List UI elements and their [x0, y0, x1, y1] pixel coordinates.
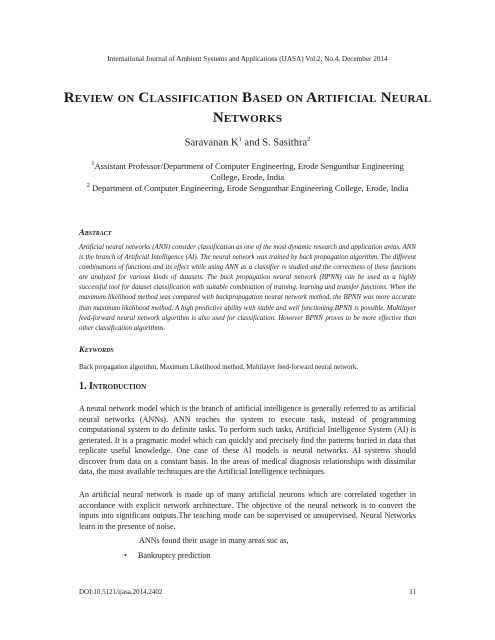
keywords-text: Back propagation algorithm, Maximum Likelihood method, Multilayer feed-forward neural network.: [79, 364, 358, 371]
paper-title: Review on Classification Based on Artificial Neural Networks: [63, 90, 432, 126]
introduction-heading: 1. Introduction: [79, 381, 147, 392]
affiliation-1-mark: 1: [91, 160, 95, 167]
abstract-text: Artificial neural networks (ANN) consider classification as one of the most dynamic research and application areas. ANN is the branch of Artificial Intelligence (AI). The neural network was trained by back propagation algorithm. The different combinations of functions and its effect while using ANN as a classifier is studied and the correctness of these functions are analyzed for various kinds of datasets. The back propagation neural network (BPNN) can be used as a highly successful tool for dataset classification with suitable combination of training, learning and transfer functions. When the maximum likelihood method was compared with backpropagation neural network method, the BPNN was more accurate than maximum likelihood method. A high predictive ability with stable and well functioning BPNN is possible. Multilayer feed-forward neural network algorithm is also used for classification. However BPNN proves to be more effective than other classification algorithms.: [79, 244, 416, 332]
abstract-heading: Abstract: [79, 227, 112, 237]
journal-header: International Journal of Ambient Systems and Applications (IJASA) Vol.2, No.4, December 2014: [107, 55, 388, 63]
affiliation-2: [80, 180, 415, 194]
footer-doi: DOI:10.5121/ijasa.2014.2402: [79, 588, 163, 596]
affiliation-1-text: Assistant Professor/Department of Computer Engineering, Erode Sengunthar Engineering College, Erode, India: [94, 160, 404, 182]
affiliation-2-text: Department of Computer Engineering, Erode Sengunthar Engineering College, Erode, India: [89, 182, 409, 193]
usage-line: ANNs found their usage in many areas suc as,: [139, 536, 289, 545]
author-conjunction: and: [241, 137, 263, 149]
keywords-heading: Keywords: [79, 344, 114, 354]
author-2: S. Sasithra: [262, 137, 308, 149]
author-2-affil-mark: 2: [307, 136, 311, 143]
bullet-list-item: [124, 551, 211, 560]
author-1: Saravanan K: [184, 137, 239, 149]
bullet-text: Bankruptcy prediction: [138, 551, 211, 560]
introduction-paragraph-2: An artificial neural network is made up of many artificial neurons which are correlated together in accordance with explicit network architecture. The objective of the neural network is to convert the inputs into significant outputs.The teaching mode can be supervised or unsupervised. Neural Networks learn in the presence of noise.: [79, 490, 416, 531]
introduction-paragraph-1: A neural network model which is the branch of artificial intelligence is generally referred to as artificial neural networks (ANNs). ANN teaches the system to execute task, instead of programming computational system to do definite tasks. To perform such tasks, Artificial Intelligence System (AI) is generated. It is a pragmatic model which can quickly and precisely find the patterns buried in data that replicate useful knowledge. One case of these AI models is neural networks. AI systems should discover from data on a constant basis. In the areas of medical diagnosis relationships with dissimilar data, the most available techniques are the Artificial Intelligence techniques.: [79, 404, 416, 476]
affiliation-2-mark: 2: [86, 182, 90, 189]
bullet-icon: •: [124, 551, 127, 560]
page-number: 11: [409, 588, 416, 596]
author-line: [0, 136, 495, 149]
author-1-affil-mark: 1: [238, 136, 242, 143]
